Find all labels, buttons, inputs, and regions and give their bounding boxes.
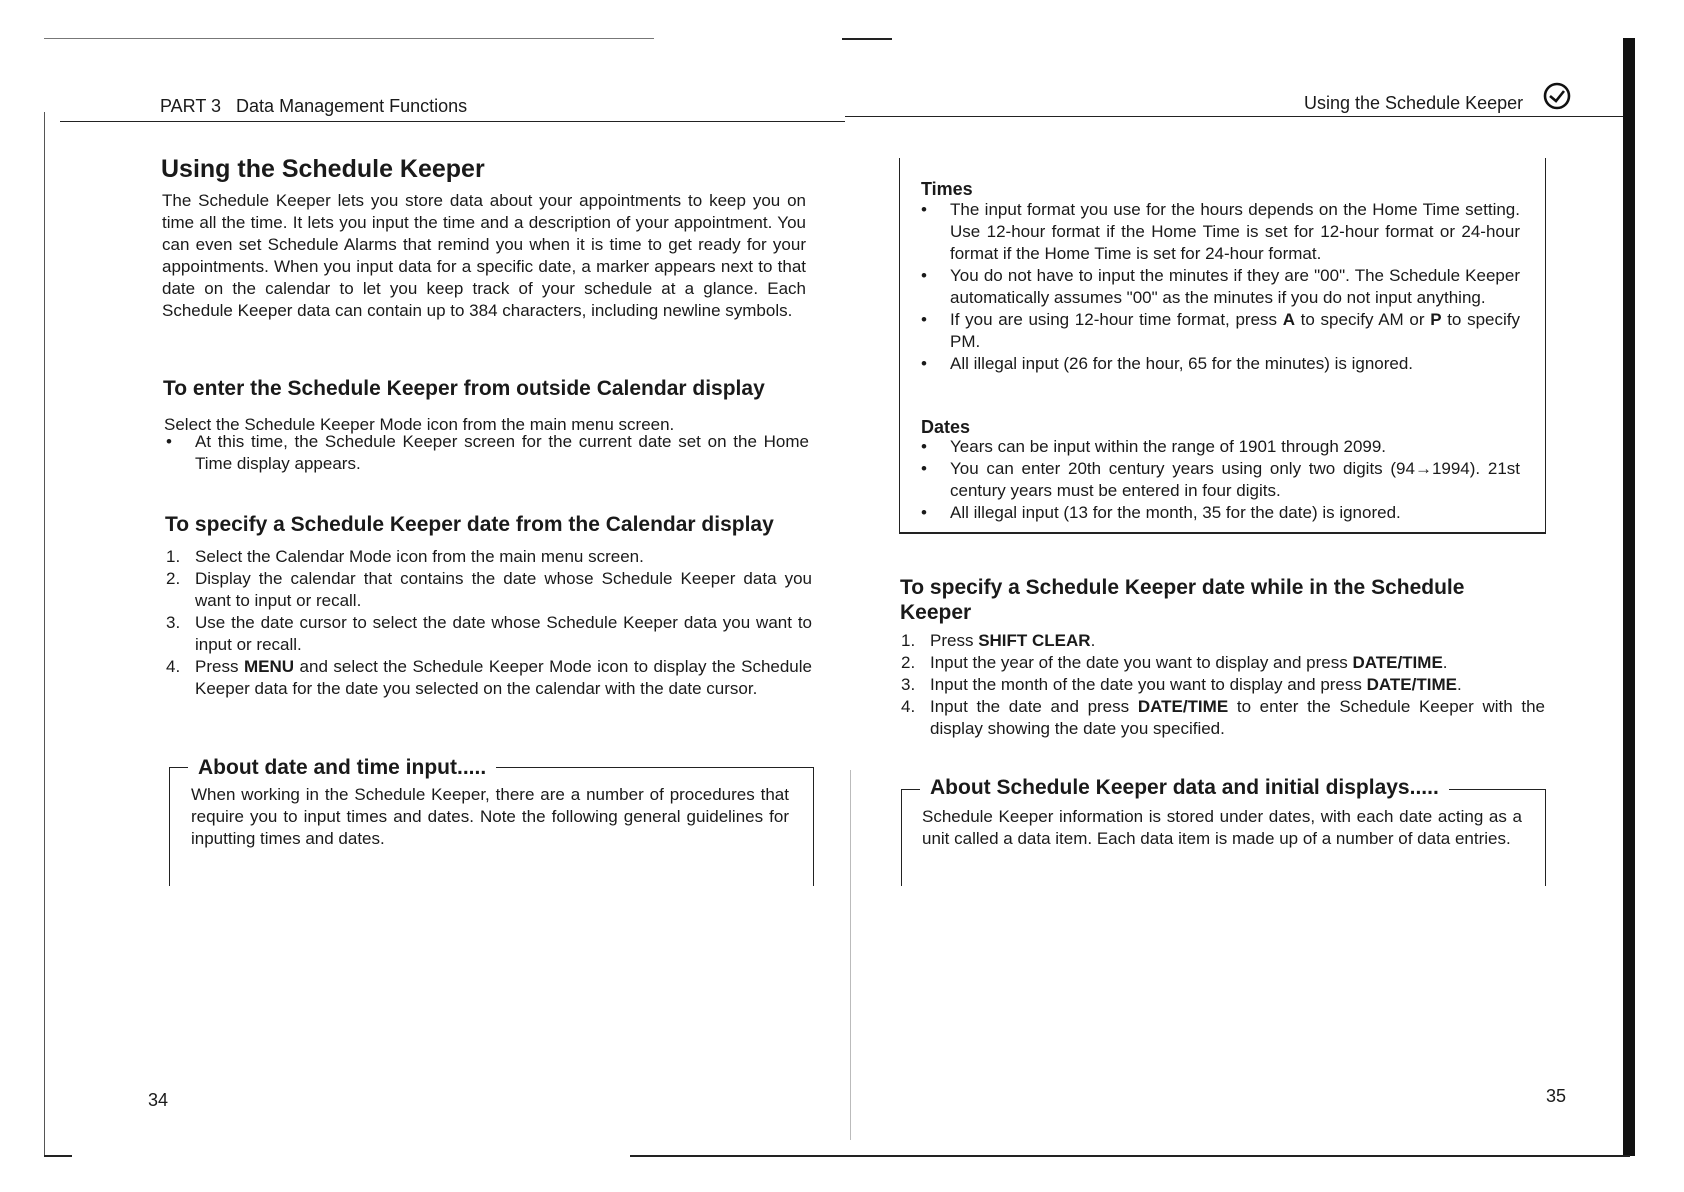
intro-paragraph: The Schedule Keeper lets you store data about your appointments to keep you on time all the time. It lets you input the time and a description of your appointment. You can even set Schedule Alarms that remind you when it is time to get ready for your appointments. When you input data for a specific date, a marker appears next to that date on the calendar to let you keep track of your schedule at a glance. Each Schedule Keeper data can contain up to 384 characters, including newline symbols. <box>162 191 806 320</box>
list-item: • You can enter 20th century years using only two digits (94→1994). 21st century years must be entered in four digits. <box>919 458 1520 502</box>
page-title: Using the Schedule Keeper <box>161 155 485 183</box>
list-item: 3. Input the month of the date you want to display and press DATE/TIME. <box>901 675 1462 694</box>
right-running-header <box>1304 93 1523 114</box>
specify-schedule-heading: To specify a Schedule Keeper date while in the Schedule Keeper <box>900 576 1465 624</box>
enter-section-body: Select the Schedule Keeper Mode icon from the main menu screen. <box>164 415 675 434</box>
part-section: Data Management Functions <box>236 96 468 116</box>
right-header-rule <box>845 116 1623 117</box>
bottom-rule-left <box>44 1155 72 1157</box>
right-page-edge <box>1623 38 1635 1156</box>
list-item: • At this time, the Schedule Keeper screen for the current date set on the Home Time display appears. <box>164 431 809 475</box>
list-item: • If you are using 12-hour time format, press A to specify AM or P to specify PM. <box>919 309 1520 353</box>
about-date-time-heading: About date and time input..... <box>188 756 496 780</box>
clock-check-icon <box>1541 82 1575 112</box>
bottom-rule-right <box>630 1155 1630 1157</box>
top-rule-left <box>44 38 654 39</box>
list-item: • You do not have to input the minutes if they are "00". The Schedule Keeper automatically assumes "00" as the minutes if you do not input anything. <box>919 265 1520 309</box>
left-header-rule <box>60 121 845 122</box>
list-item: 2. Display the calendar that contains the date whose Schedule Keeper data you want to input or recall. <box>166 569 812 610</box>
dates-heading: Dates <box>921 417 971 437</box>
left-running-header <box>160 96 467 117</box>
list-item: 1. Select the Calendar Mode icon from the main menu screen. <box>166 547 644 566</box>
list-item: • All illegal input (26 for the hour, 65 for the minutes) is ignored. <box>919 353 1520 375</box>
part-label: PART 3 <box>160 96 222 116</box>
enter-section-heading: To enter the Schedule Keeper from outside Calendar display <box>163 377 765 400</box>
right-section-title: Using the Schedule Keeper <box>1304 93 1524 113</box>
page-number-left: 34 <box>148 1090 169 1110</box>
list-item: 2. Input the year of the date you want to display and press DATE/TIME. <box>901 653 1448 672</box>
about-date-time-body: When working in the Schedule Keeper, there are a number of procedures that require you to input times and dates. Note the following general guidelines for inputting times and dates. <box>191 785 789 848</box>
left-page-edge <box>44 112 45 1156</box>
list-item: • The input format you use for the hours depends on the Home Time setting. Use 12-hour format if the Home Time is set for 12-hour format or 24-hour format if the Home Time is set for 24-hour format. <box>919 199 1520 265</box>
times-bullets <box>919 199 1520 375</box>
times-heading: Times <box>921 179 973 199</box>
specify-schedule-steps <box>899 630 1545 740</box>
page-number-right: 35 <box>1546 1086 1567 1106</box>
about-data-heading: About Schedule Keeper data and initial displays..... <box>920 776 1449 800</box>
menu-key: MENU <box>243 657 295 676</box>
specify-calendar-steps <box>164 546 812 700</box>
list-item: 4. Input the date and press DATE/TIME to enter the Schedule Keeper with the display showing the date you specified. <box>901 697 1545 738</box>
list-item: 4. Press MENU and select the Schedule Keeper Mode icon to display the Schedule Keeper data for the date you selected on the calendar with the date cursor. <box>166 657 812 698</box>
list-item: 1. Press SHIFT CLEAR. <box>901 631 1096 650</box>
top-mark <box>842 38 892 40</box>
about-data-body: Schedule Keeper information is stored under dates, with each date acting as a unit called a data item. Each data item is made up of a number of data entries. <box>922 807 1522 848</box>
list-item: • Years can be input within the range of 1901 through 2099. <box>919 436 1520 458</box>
list-item: • All illegal input (13 for the month, 35 for the date) is ignored. <box>919 502 1520 524</box>
list-item: 3. Use the date cursor to select the date whose Schedule Keeper data you want to input or recall. <box>166 613 812 654</box>
specify-calendar-heading: To specify a Schedule Keeper date from the Calendar display <box>165 513 774 536</box>
gutter-line <box>850 770 851 1140</box>
enter-section-bullets <box>164 431 809 475</box>
dates-bullets <box>919 436 1520 524</box>
